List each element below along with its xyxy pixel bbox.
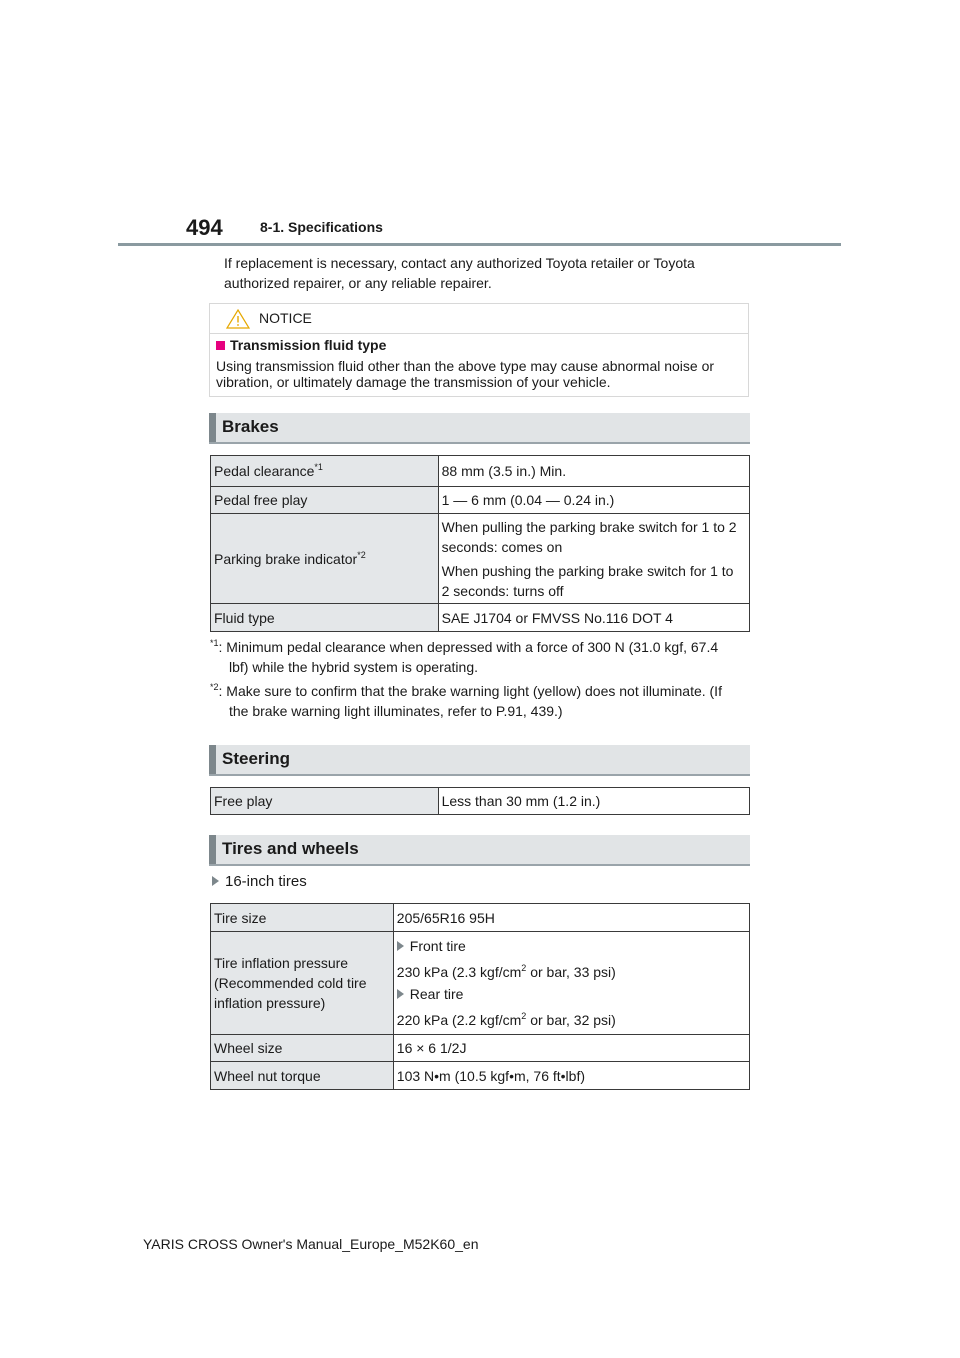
- row-value: 205/65R16 95H: [393, 904, 749, 932]
- row-value: 16 × 6 1/2J: [393, 1035, 749, 1062]
- heading-accent: [209, 413, 216, 442]
- pink-square-icon: [216, 341, 225, 350]
- row-label: Tire size: [211, 904, 394, 932]
- table-row: [211, 456, 750, 487]
- footer-text: YARIS CROSS Owner's Manual_Europe_M52K60_en: [143, 1236, 479, 1252]
- row-label: Wheel size: [211, 1035, 394, 1062]
- row-value: SAE J1704 or FMVSS No.116 DOT 4: [438, 604, 749, 632]
- table-row: [211, 1035, 750, 1062]
- brakes-heading: Brakes: [209, 413, 750, 444]
- table-row: [211, 904, 750, 932]
- rear-tire-label: Rear tire: [397, 984, 749, 1004]
- front-tire-value: 230 kPa (2.3 kgf/$cm^2$ or bar, 33 psi): [396, 963, 616, 980]
- intro-paragraph: If replacement is necessary, contact any authorized Toyota retailer or Toyota authorized repairer, or any reliable repairer.: [224, 255, 695, 291]
- notice-subheading: Transmission fluid type: [216, 337, 386, 353]
- row-value: 88 mm (3.5 in.) Min.: [438, 456, 749, 487]
- triangle-bullet-icon: [212, 876, 219, 886]
- heading-accent: [209, 745, 216, 774]
- tires-heading: Tires and wheels: [209, 835, 750, 866]
- table-row: [211, 604, 750, 632]
- row-value: When pulling the parking brake switch for 1 to 2 seconds: comes on When pushing the parking brake switch for 1 to 2 seconds: turns off: [438, 514, 749, 604]
- notice-label: NOTICE: [259, 310, 312, 326]
- front-tire-label: Front tire: [397, 936, 749, 956]
- tires-table: [210, 903, 750, 1090]
- warning-icon: [226, 309, 250, 329]
- table-row: [211, 788, 750, 815]
- row-label: Tire inflation pressure (Recommended cold tire inflation pressure): [211, 932, 394, 1035]
- brakes-table: [210, 455, 750, 632]
- row-value: [393, 932, 749, 1035]
- header-rule: [118, 243, 841, 246]
- rear-tire-value: 220 kPa (2.2 kgf/$cm^2$ or bar, 32 psi): [396, 1011, 616, 1028]
- triangle-bullet-icon: [397, 941, 404, 951]
- row-label: Free play: [211, 788, 439, 815]
- table-row: [211, 514, 750, 604]
- tires-subheading: 16-inch tires: [212, 873, 307, 890]
- section-title: 8-1. Specifications: [260, 219, 383, 235]
- notice-box: [209, 303, 749, 397]
- steering-heading: Steering: [209, 745, 750, 776]
- row-label: Pedal clearance$^{*1}$: [211, 456, 439, 487]
- notice-body: Using transmission fluid other than the above type may cause abnormal noise or vibration, or ultimately damage the transmission of your vehicle.: [216, 358, 715, 390]
- row-label: Wheel nut torque: [211, 1062, 394, 1090]
- table-row: [211, 932, 750, 1035]
- heading-accent: [209, 835, 216, 864]
- footnote-1: $^{*1}$: Minimum pedal clearance when depressed with a force of 300 N (31.0 kgf, 67.4 lbf) while the hybrid system is operating.: [210, 638, 719, 675]
- row-value: 1 — 6 mm (0.04 — 0.24 in.): [438, 487, 749, 514]
- row-label: Parking brake indicator$^{*2}$: [211, 514, 439, 604]
- steering-table: [210, 787, 750, 815]
- footnote-2: $^{*2}$: Make sure to confirm that the brake warning light (yellow) does not illuminate. (If the brake warning light illuminates, refer to P.91, 439.): [210, 682, 722, 719]
- table-row: [211, 487, 750, 514]
- row-label: Fluid type: [211, 604, 439, 632]
- page-number: 494: [186, 215, 223, 240]
- table-row: [211, 1062, 750, 1090]
- row-label: Pedal free play: [211, 487, 439, 514]
- row-value: Less than 30 mm (1.2 in.): [438, 788, 749, 815]
- row-value: 103 N•m (10.5 kgf•m, 76 ft•lbf): [393, 1062, 749, 1090]
- triangle-bullet-icon: [397, 989, 404, 999]
- notice-header: [210, 304, 748, 334]
